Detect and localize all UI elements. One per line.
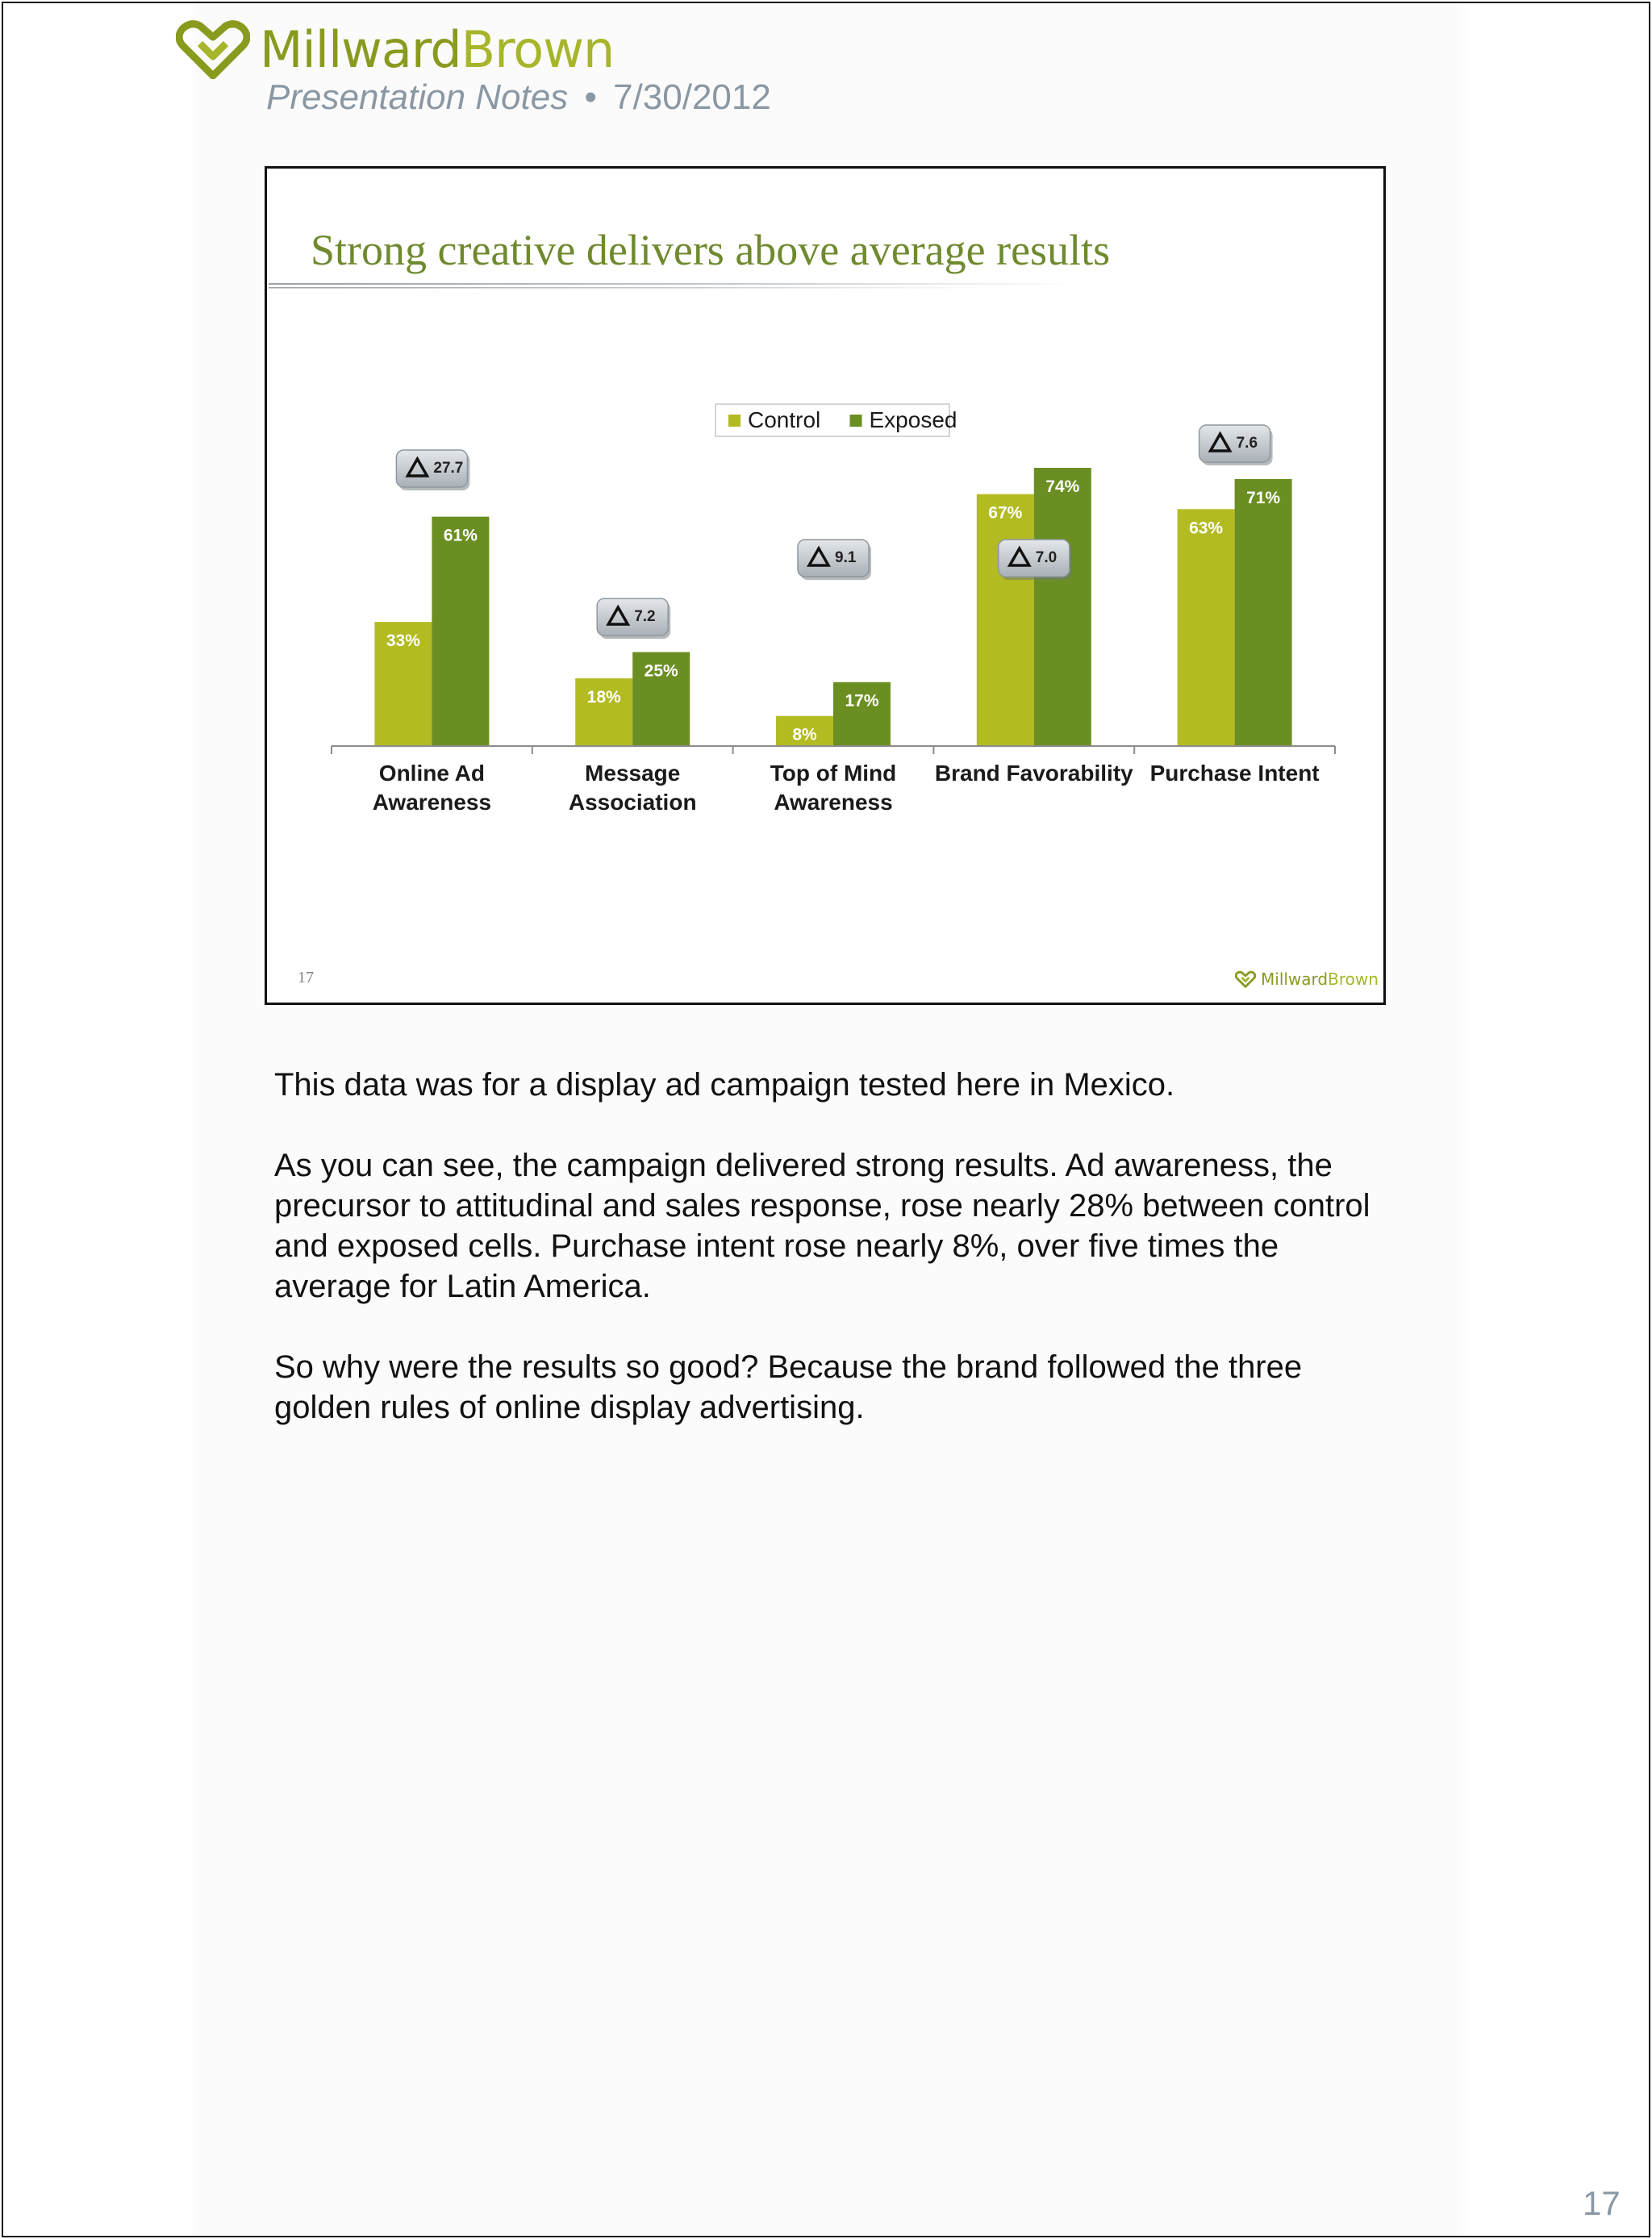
bar-control bbox=[1178, 509, 1235, 746]
bar-value-label: 74% bbox=[1045, 477, 1080, 496]
footer-logo-icon bbox=[1235, 970, 1256, 988]
presentation-notes bbox=[274, 1065, 1404, 1468]
delta-badge bbox=[396, 450, 469, 490]
category-label: Message bbox=[585, 761, 681, 786]
delta-badge bbox=[597, 598, 670, 639]
x-axis bbox=[332, 746, 1335, 815]
legend-swatch bbox=[850, 415, 862, 427]
notes-label: Presentation Notes bbox=[266, 77, 569, 117]
bar-control bbox=[977, 494, 1034, 746]
bar-value-label: 8% bbox=[792, 725, 817, 744]
header-logo bbox=[176, 16, 615, 81]
delta-badge bbox=[1199, 425, 1273, 465]
legend-label: Exposed bbox=[869, 407, 957, 432]
bar-exposed bbox=[1034, 468, 1091, 746]
bar-chart bbox=[267, 169, 1383, 1003]
category-label: Awareness bbox=[372, 790, 492, 815]
brand-name-part2: Brown bbox=[461, 20, 615, 79]
bar-value-label: 71% bbox=[1246, 488, 1281, 507]
category-label: Purchase Intent bbox=[1149, 761, 1320, 786]
bar-exposed bbox=[432, 517, 489, 746]
notes-paragraph: This data was for a display ad campaign tested here in Mexico. bbox=[274, 1067, 1175, 1103]
delta-badge bbox=[999, 540, 1072, 580]
delta-badge bbox=[798, 540, 871, 580]
legend-label: Control bbox=[748, 407, 821, 432]
footer-brand-part2: Brown bbox=[1328, 969, 1379, 989]
delta-value: 7.0 bbox=[1035, 549, 1058, 566]
slide-title: Strong creative delivers above average results bbox=[311, 226, 1111, 274]
millward-brown-logo-icon bbox=[176, 19, 250, 79]
chart-legend bbox=[715, 404, 957, 436]
delta-badges bbox=[396, 425, 1272, 639]
slide-thumbnail bbox=[265, 166, 1386, 1005]
brand-name bbox=[260, 18, 614, 82]
category-label: Online Ad bbox=[378, 761, 485, 786]
bar-exposed bbox=[1235, 479, 1292, 746]
footer-brand-part1: Millward bbox=[1261, 969, 1329, 989]
category-label: Top of Mind bbox=[770, 761, 897, 786]
slide-number: 17 bbox=[298, 969, 314, 986]
bar-value-label: 18% bbox=[586, 688, 621, 707]
separator-dot: • bbox=[584, 77, 597, 117]
footer-brand bbox=[1261, 969, 1379, 990]
header-subtitle bbox=[266, 77, 771, 118]
bar-value-label: 63% bbox=[1189, 519, 1224, 538]
slide-footer-logo bbox=[1235, 967, 1380, 991]
delta-value: 9.1 bbox=[835, 549, 857, 566]
bar-value-label: 33% bbox=[386, 632, 420, 651]
notes-paragraph: So why were the results so good? Because the brand followed the three golden rules of online display advertising. bbox=[274, 1349, 1303, 1425]
category-label: Association bbox=[568, 790, 697, 815]
bar-value-label: 61% bbox=[443, 526, 478, 545]
bar-value-label: 17% bbox=[845, 691, 879, 711]
delta-value: 7.2 bbox=[634, 608, 656, 625]
delta-value: 27.7 bbox=[433, 460, 464, 477]
bar-value-label: 67% bbox=[988, 503, 1023, 523]
category-label: Awareness bbox=[774, 790, 893, 815]
header-date: 7/30/2012 bbox=[613, 77, 771, 117]
bar-value-label: 25% bbox=[644, 661, 678, 681]
page-number: 17 bbox=[1583, 2184, 1621, 2222]
bars-group bbox=[374, 468, 1291, 746]
brand-name-part1: Millward bbox=[260, 20, 461, 79]
category-label: Brand Favorability bbox=[934, 761, 1133, 786]
legend-swatch bbox=[728, 415, 740, 427]
notes-paragraph: As you can see, the campaign delivered strong results. Ad awareness, the precursor to attitudinal and sales response, rose nearly 28% between control and exposed cells. Purchase intent rose nearly 8%, over five times the average for Latin America. bbox=[274, 1148, 1370, 1304]
delta-value: 7.6 bbox=[1236, 435, 1258, 452]
